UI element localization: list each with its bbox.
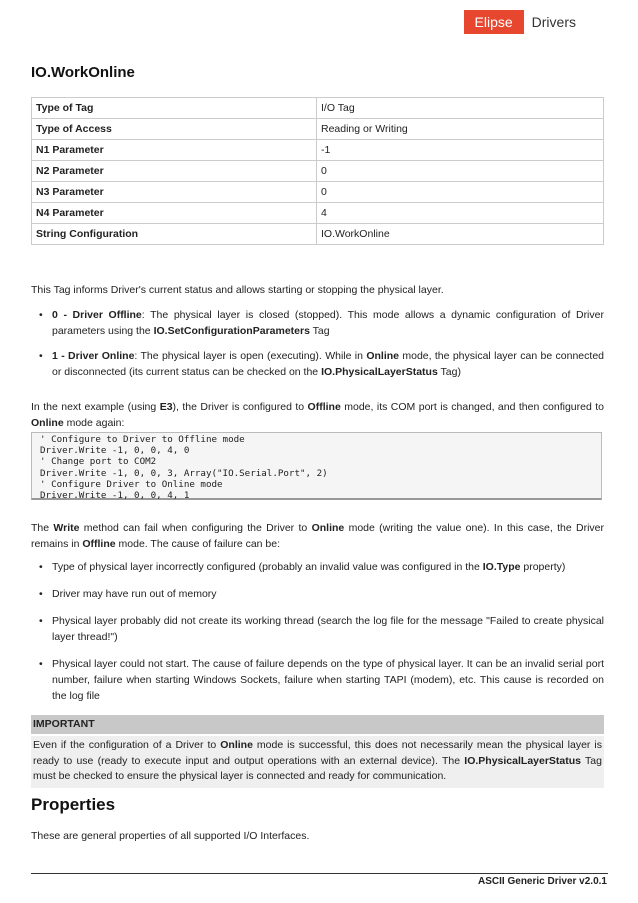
table-row: [32, 119, 604, 140]
para-bold: Online: [311, 522, 345, 534]
table-row: [32, 224, 604, 245]
table-row: [32, 182, 604, 203]
para-text: The: [31, 522, 54, 534]
footer-text: ASCII Generic Driver v2.0.1: [478, 876, 607, 887]
table-value: IO.WorkOnline: [317, 224, 604, 245]
tag-info-table: [31, 97, 604, 245]
list-text: : The physical layer is closed (stopped). This mode allows a dynamic configuration of Driver parameters using the: [52, 309, 604, 337]
important-body: [31, 736, 604, 788]
list-text: Tag: [309, 325, 330, 337]
footer-divider: [31, 873, 608, 874]
brand-logo: [464, 10, 584, 34]
para-text: mode (writing the value one). In this case, the Driver remains in: [31, 522, 604, 550]
table-key: N4 Parameter: [32, 203, 317, 224]
code-line: ' Change port to COM2: [40, 456, 157, 468]
table-value: Reading or Writing: [317, 119, 604, 140]
list-bold: IO.Type: [482, 561, 521, 573]
modes-list: [31, 307, 604, 389]
note-text: mode is successful, this does not necessarily mean the physical layer is ready to use (ready to execute input and output operations with an external device). The: [33, 739, 603, 767]
brand-drivers: Drivers: [531, 14, 576, 30]
para-text: mode again:: [63, 417, 125, 429]
section-heading: Properties: [31, 795, 116, 814]
list-text: mode, the physical layer can be connected or disconnected (its current status can be checked on the: [52, 350, 604, 378]
list-item: [31, 348, 604, 380]
causes-list: [31, 559, 604, 713]
table-key: N1 Parameter: [32, 140, 317, 161]
list-item: [31, 586, 604, 602]
table-row: [32, 98, 604, 119]
note-text: Tag must be checked to ensure the physical layer is connected and ready for communication.: [33, 754, 602, 782]
code-line: Driver.Write -1, 0, 0, 4, 0: [40, 445, 190, 457]
list-text: Tag): [437, 366, 461, 378]
code-block: [31, 432, 602, 500]
list-text: Driver may have run out of memory: [52, 588, 217, 600]
para-text: mode, its COM port is changed, and then configured to: [340, 401, 604, 413]
example-paragraph: [31, 399, 604, 431]
table-value: 0: [317, 182, 604, 203]
table-key: Type of Access: [32, 119, 317, 140]
list-bold: IO.PhysicalLayerStatus: [321, 366, 438, 378]
note-bold: Online: [220, 739, 253, 751]
note-bold: IO.PhysicalLayerStatus: [464, 754, 582, 767]
mode-label: 1 - Driver Online: [52, 350, 135, 362]
list-item: [31, 307, 604, 339]
para-bold: Offline: [307, 401, 341, 413]
table-row: [32, 161, 604, 182]
para-text: method can fail when configuring the Driver to: [79, 522, 312, 534]
intro-paragraph: This Tag informs Driver's current status and allows starting or stopping the physical layer.: [31, 284, 444, 296]
list-item: [31, 613, 604, 645]
code-line: ' Configure to Driver to Offline mode: [40, 434, 245, 445]
page-title: IO.WorkOnline: [31, 64, 135, 81]
code-line: Driver.Write -1, 0, 0, 4, 1: [40, 490, 190, 502]
list-bold: Online: [366, 350, 399, 362]
list-text: Type of physical layer incorrectly configured (probably an invalid value was configured in the: [52, 561, 483, 573]
table-key: String Configuration: [32, 224, 317, 245]
properties-paragraph: These are general properties of all supported I/O Interfaces.: [31, 830, 310, 842]
list-item: [31, 559, 604, 575]
note-text: Even if the configuration of a Driver to: [33, 739, 221, 751]
table-value: 0: [317, 161, 604, 182]
table-value: 4: [317, 203, 604, 224]
list-text: Physical layer could not start. The cause of failure depends on the type of physical layer. It can be an invalid serial port number, failure when starting Windows Sockets, failure when starting TAPI (modem), etc. This cause is recorded on the log file: [52, 658, 604, 702]
para-bold: Offline: [82, 538, 116, 550]
para-text: In the next example (using: [31, 401, 160, 413]
table-key: N3 Parameter: [32, 182, 317, 203]
para-text: ), the Driver is configured to: [172, 401, 308, 413]
para-bold: Write: [53, 522, 80, 534]
list-item: [31, 656, 604, 704]
important-title: IMPORTANT: [31, 715, 604, 734]
list-bold: IO.SetConfigurationParameters: [153, 325, 310, 337]
table-row: [32, 203, 604, 224]
table-value: -1: [317, 140, 604, 161]
table-row: [32, 140, 604, 161]
para-bold: Online: [31, 417, 64, 429]
list-text: property): [520, 561, 566, 573]
table-key: Type of Tag: [32, 98, 317, 119]
list-text: Physical layer probably did not create its working thread (search the log file for the message "Failed to create physical layer thread!"): [52, 615, 604, 643]
para-bold: E3: [159, 401, 173, 413]
code-line: ' Configure Driver to Online mode: [40, 478, 223, 490]
para-text: mode. The cause of failure can be:: [115, 538, 281, 550]
brand-elipse: Elipse: [464, 10, 524, 34]
table-key: N2 Parameter: [32, 161, 317, 182]
table-value: I/O Tag: [317, 98, 604, 119]
code-line: Driver.Write -1, 0, 0, 3, Array("IO.Serial.Port", 2): [40, 467, 328, 479]
failure-paragraph: [31, 520, 604, 552]
list-text: : The physical layer is open (executing). While in: [134, 350, 367, 362]
mode-label: 0 - Driver Offline: [52, 309, 142, 321]
